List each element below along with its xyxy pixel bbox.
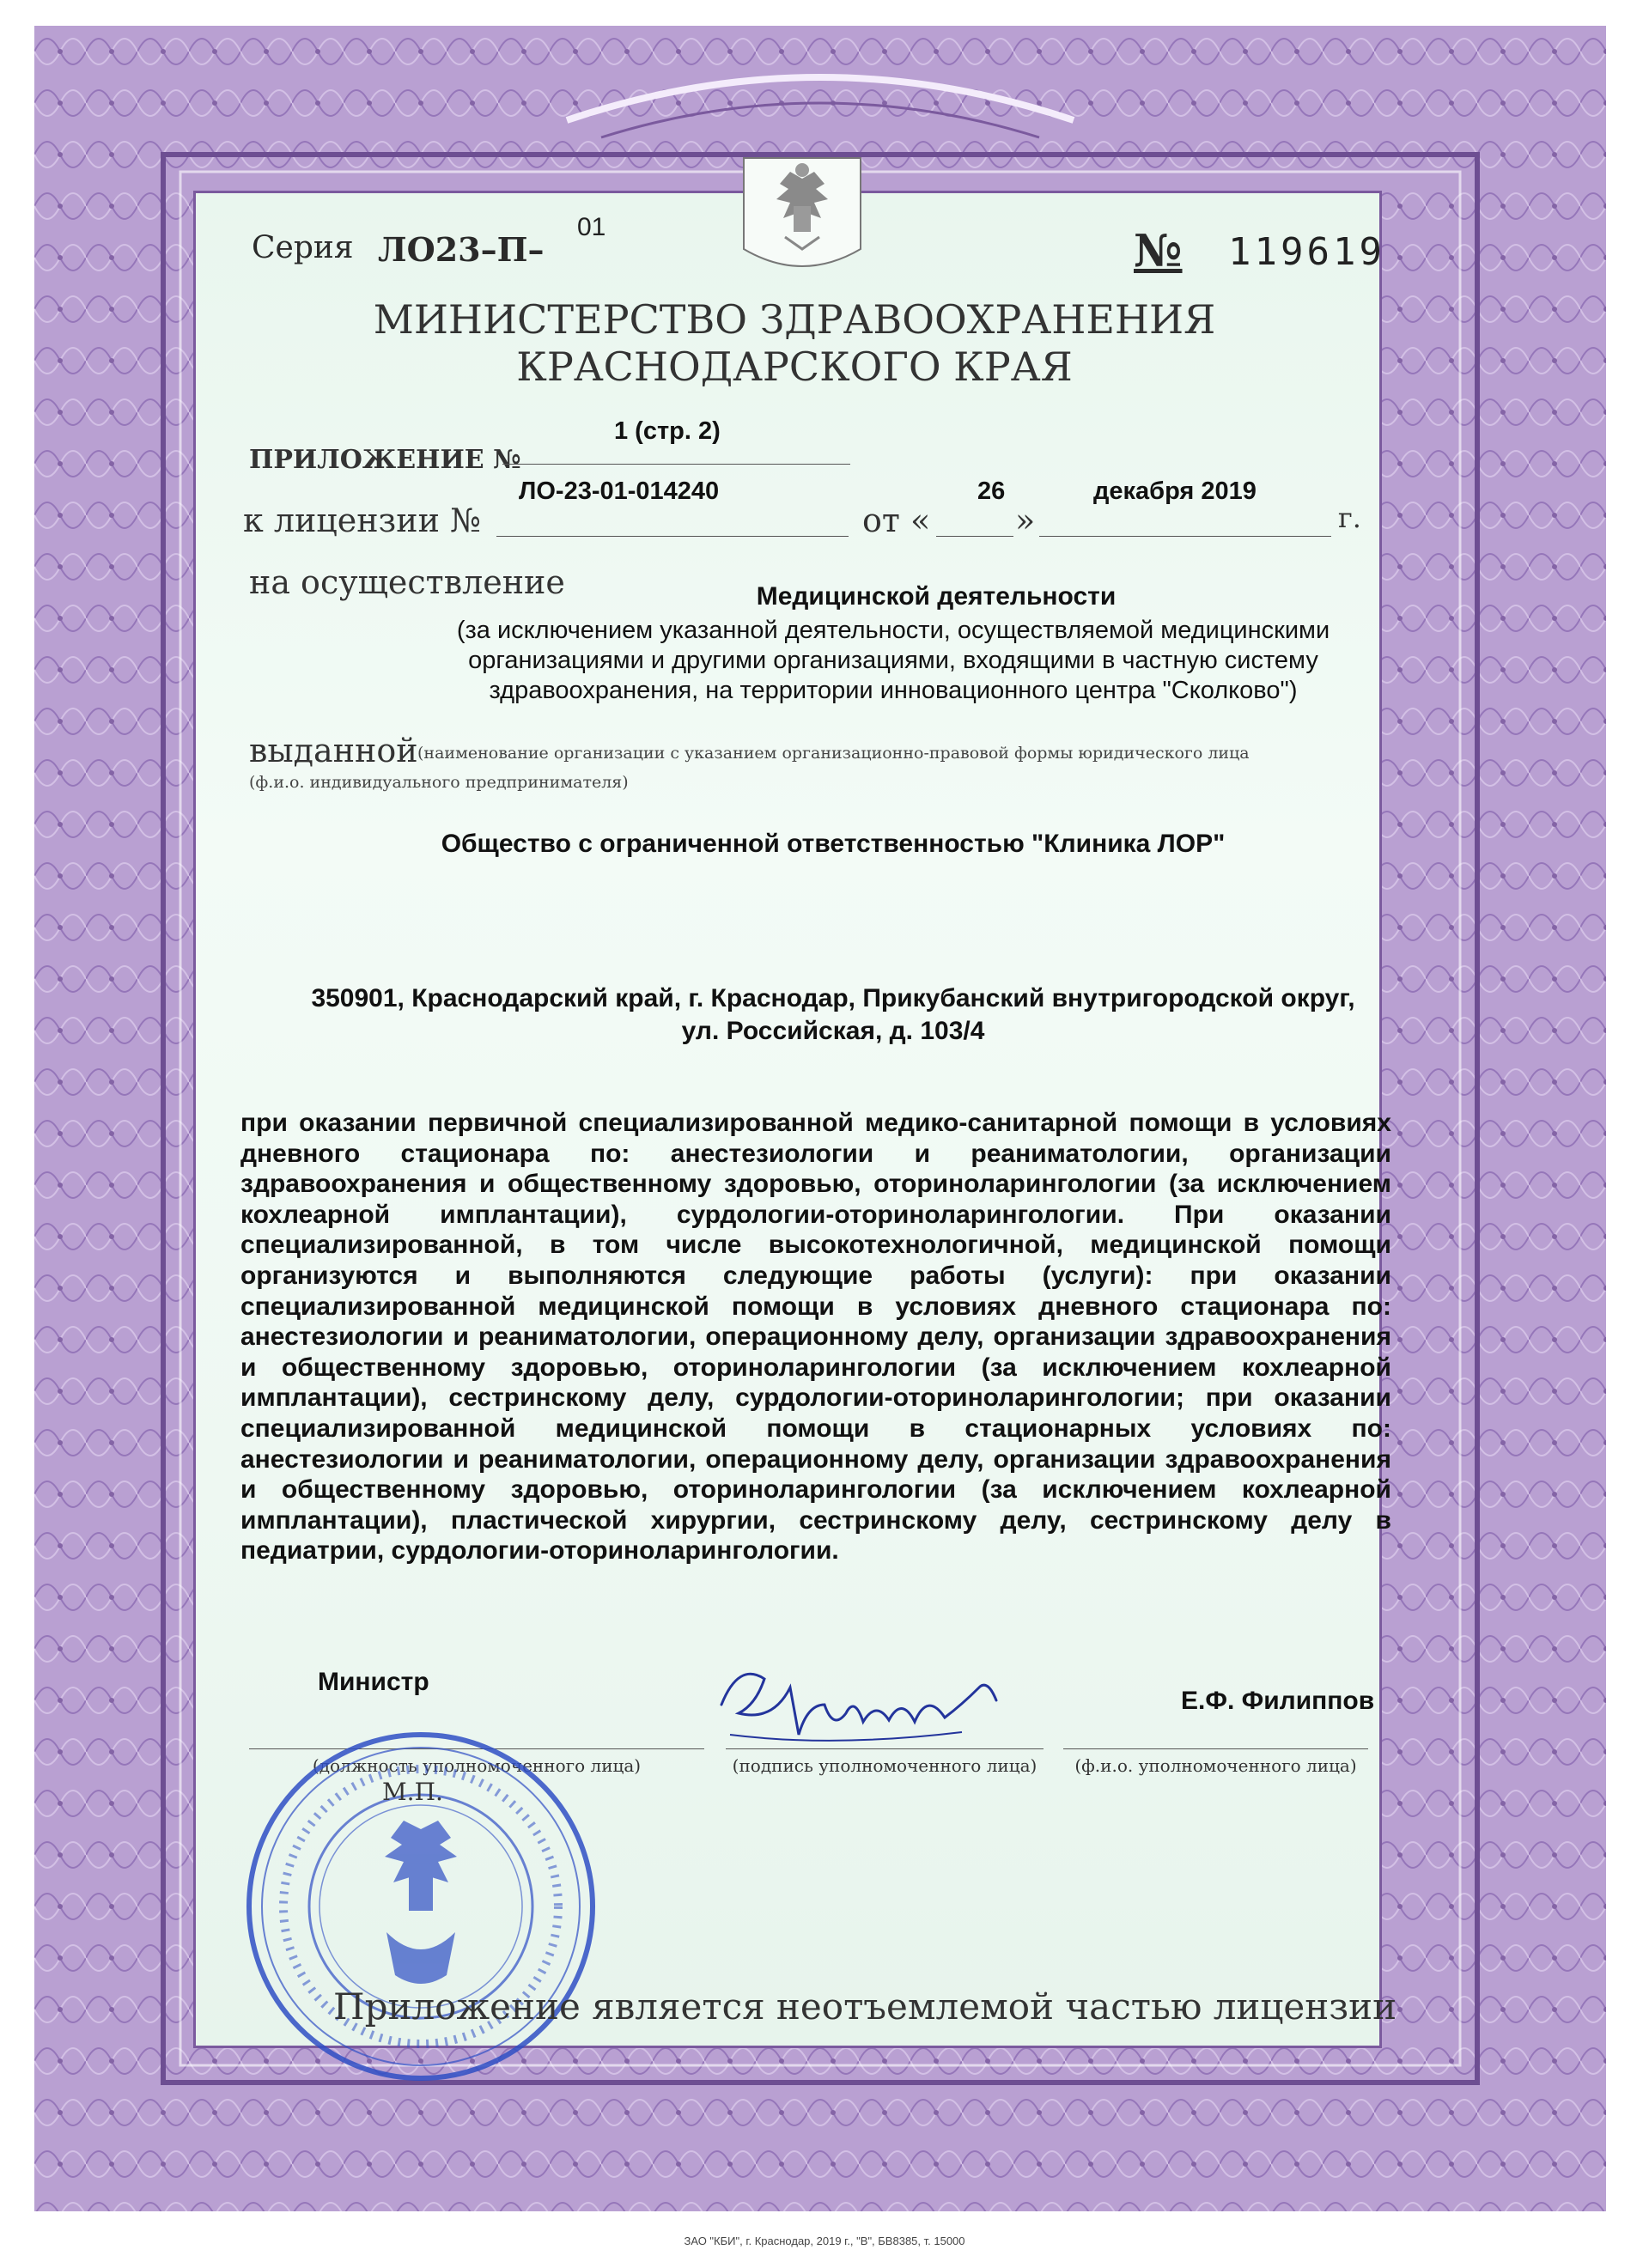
issued-label: выданной — [249, 732, 418, 769]
coat-of-arms-icon — [739, 155, 866, 283]
license-day: 26 — [977, 477, 1006, 505]
series-label: Серия — [252, 230, 354, 265]
series-code: ЛО23–П– — [378, 230, 545, 269]
activity-desc-line3: здравоохранения, на территории инновационного центра "Сколково") — [489, 677, 1298, 704]
appendix-value: 1 (стр. 2) — [614, 417, 721, 445]
signer-position: Министр — [318, 1668, 429, 1696]
address-line1: 350901, Краснодарский край, г. Краснодар, Прикубанский внутригородской округ, — [311, 984, 1355, 1012]
license-from-label: от « — [862, 502, 931, 539]
activity-label: на осуществление — [249, 563, 565, 601]
issued-note-line1: (наименование организации с указанием организационно-правовой формы юридического лица — [417, 744, 1250, 763]
certificate-number: 119619 — [1228, 230, 1385, 274]
mp-label: М.П. — [382, 1778, 443, 1806]
appendix-label: ПРИЛОЖЕНИЕ № — [249, 445, 521, 475]
services-text: при оказании первичной специализированной медико-санитарной помощи в условиях дневного стационара по: анестезиологии и реаниматологии, организации здравоохранения и общественному здоровью, оториноларингологии (за исключением кохлеарной имплантации), сурдологии-оториноларингологии. При оказании специализированной, в том числе высокотехнологичной, медицинской помощи организуются и выполняются следующие работы (услуги): при оказании специализированной медицинской помощи в условиях дневного стационара по: анестезиологии и реаниматологии, операционному делу, организации здравоохранения и общественному здоровью, оториноларингологии (за исключением кохлеарной имплантации), сестринскому делу, сурдологии-оториноларингологии; при оказании специализированной медицинской помощи в стационарных условиях по: анестезиологии и реаниматологии, операционному делу, организации здравоохранения и общественному здоровью, оториноларингологии (за исключением кохлеарной имплантации), пластической хирургии, сестринскому делу, сестринскому делу в педиатрии, сурдологии-оториноларингологии. — [240, 1109, 1391, 1566]
caption-name: (ф.и.о. уполномоченного лица) — [1074, 1755, 1357, 1776]
license-day-underline — [936, 536, 1013, 537]
closing-statement: Приложение является неотъемлемой частью лицензии — [333, 1985, 1397, 2028]
license-year-suffix: г. — [1338, 502, 1361, 534]
license-label: к лицензии № — [243, 502, 481, 539]
caption-position: (должность уполномоченного лица) — [312, 1755, 642, 1776]
license-date-underline — [1039, 536, 1331, 537]
activity-desc-line2: организациями и другими организациями, входящими в частную систему — [468, 647, 1318, 674]
caption-signature: (подпись уполномоченного лица) — [732, 1755, 1037, 1776]
handwritten-signature — [704, 1653, 1013, 1756]
ministry-title-line1: МИНИСТЕРСТВО ЗДРАВООХРАНЕНИЯ — [373, 296, 1216, 343]
address-line2: ул. Российская, д. 103/4 — [681, 1017, 985, 1045]
organization-name: Общество с ограниченной ответственностью "Клиника ЛОР" — [441, 830, 1226, 858]
license-number-underline — [496, 536, 849, 537]
printer-info: ЗАО "КБИ", г. Краснодар, 2019 г., "В", БВ8385, т. 15000 — [684, 2235, 965, 2247]
license-close-quote: » — [1015, 502, 1036, 539]
ministry-title-line2: КРАСНОДАРСКОГО КРАЯ — [516, 344, 1073, 390]
series-number: 01 — [577, 213, 606, 241]
issued-note-line2: (ф.и.о. индивидуального предпринимателя) — [249, 773, 629, 792]
signer-name: Е.Ф. Филиппов — [1181, 1687, 1375, 1715]
name-underline — [1063, 1748, 1368, 1749]
appendix-underline — [502, 464, 850, 465]
activity-title: Медицинской деятельности — [756, 582, 1117, 611]
activity-desc-line1: (за исключением указанной деятельности, осуществляемой медицинскими — [456, 617, 1330, 644]
number-sign: № — [1134, 225, 1183, 277]
license-number: ЛО-23-01-014240 — [519, 477, 720, 505]
license-month-year: декабря 2019 — [1093, 477, 1257, 505]
